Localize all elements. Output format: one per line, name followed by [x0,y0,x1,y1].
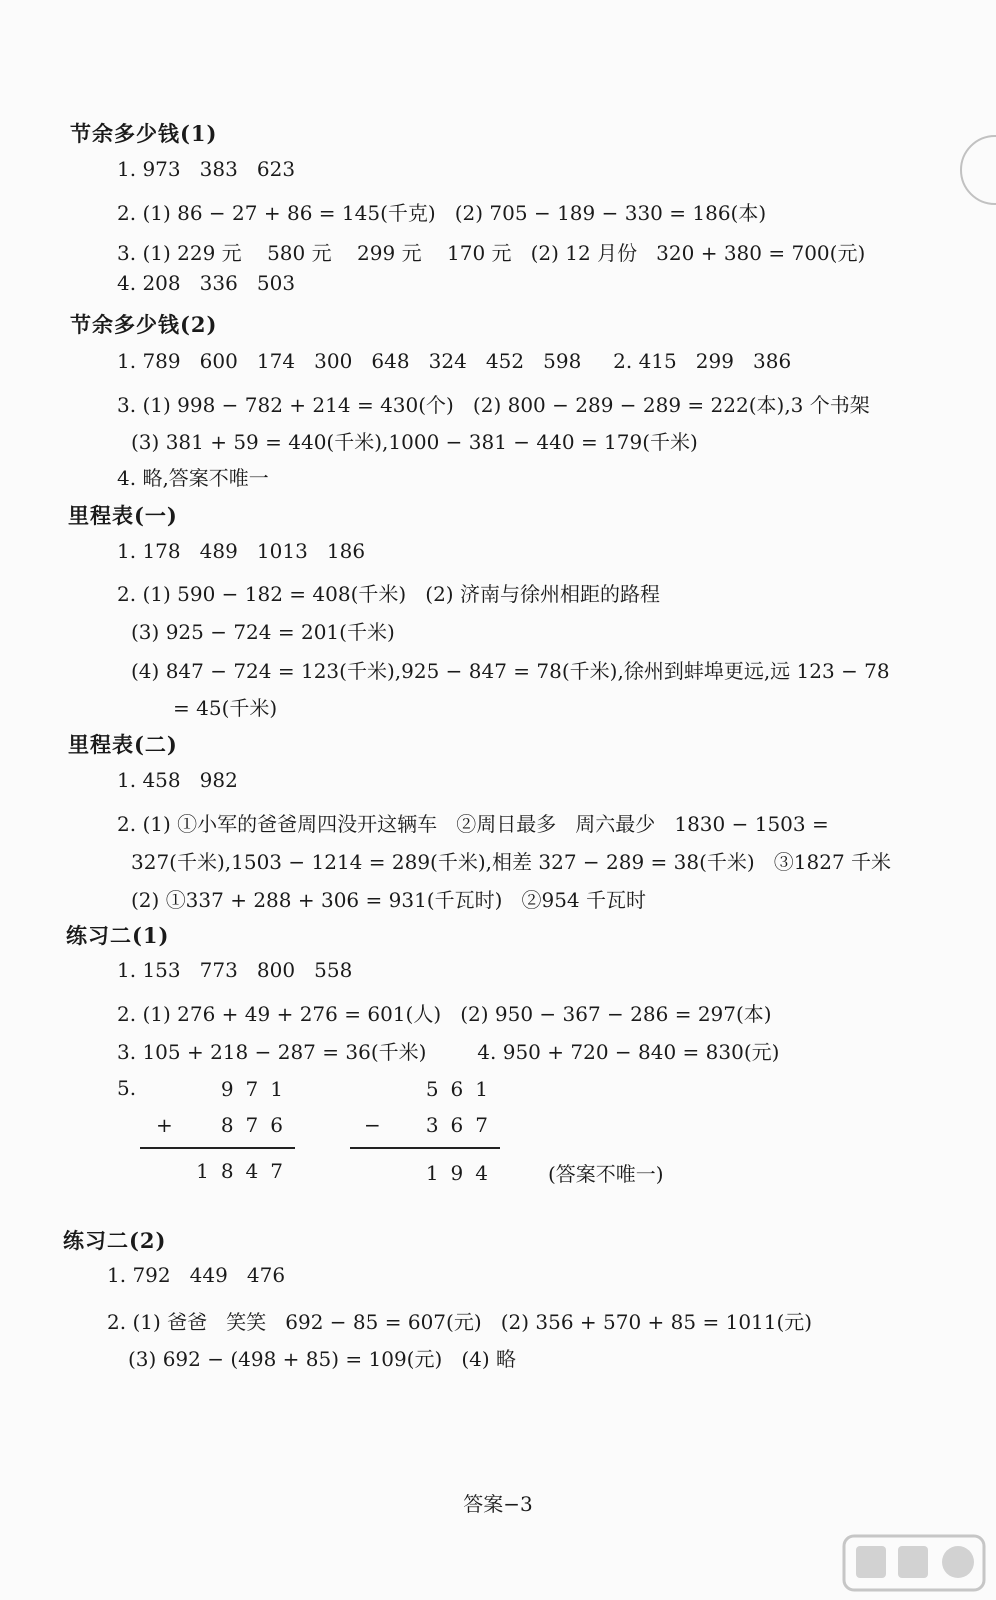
seal-stamp [960,135,996,205]
answer-line: 1. 178 489 1013 186 [117,539,366,563]
section-title: 练习二(1) [66,923,170,948]
answer-line: = 45(千米) [173,696,278,720]
answer-line: 2. (1) 590 − 182 = 408(千米) (2) 济南与徐州相距的路程 [117,582,660,606]
section-title: 节余多少钱(1) [70,121,218,146]
plus-sign: + [156,1113,173,1137]
vertical-subtraction [350,1075,500,1185]
answer-line: 2. (1) ①小军的爸爸周四没开这辆车 ②周日最多 周六最少 1830 − 1503 = [117,812,829,836]
answer-line: 1. 789 600 174 300 648 324 452 598 2. 415 299 386 [117,349,792,373]
subtrahend: 367 [425,1113,500,1137]
answer-line: (2) ①337 + 288 + 306 = 931(千瓦时) ②954 千瓦时 [131,888,647,912]
answer-line: 327(千米),1503 − 1214 = 289(千米),相差 327 − 289 = 38(千米) ③1827 千米 [131,850,892,874]
note: (答案不唯一) [548,1162,664,1186]
answer-line: 3. (1) 998 − 782 + 214 = 430(个) (2) 800 − 289 − 289 = 222(本),3 个书架 [117,393,870,417]
section-title: 里程表(二) [68,732,178,757]
sum-result: 1847 [196,1159,295,1183]
answer-line: 2. (1) 爸爸 笑笑 692 − 85 = 607(元) (2) 356 + 570 + 85 = 1011(元) [107,1310,813,1334]
minus-sign: − [364,1113,381,1137]
answer-line: 2. (1) 276 + 49 + 276 = 601(人) (2) 950 − 367 − 286 = 297(本) [117,1002,772,1026]
answer-line: 1. 792 449 476 [107,1263,286,1287]
minuend: 561 [425,1077,500,1101]
vertical-addition [140,1075,295,1185]
answer-line: (4) 847 − 724 = 123(千米),925 − 847 = 78(千米),徐州到蚌埠更远,远 123 − 78 [131,659,890,683]
section-title: 练习二(2) [63,1228,167,1253]
answer-line: 3. (1) 229 元 580 元 299 元 170 元 (2) 12 月份 320 + 380 = 700(元) [117,241,866,265]
answer-line: 2. (1) 86 − 27 + 86 = 145(千克) (2) 705 − 189 − 330 = 186(本) [117,201,767,225]
answer-line: 5. [117,1076,137,1100]
difference-result: 194 [425,1161,500,1185]
answer-line: 1. 153 773 800 558 [117,958,353,982]
addend-bottom: 876 [220,1113,295,1137]
addend-top: 971 [220,1077,295,1101]
answer-line: (3) 381 + 59 = 440(千米),1000 − 381 − 440 = 179(千米) [131,430,698,454]
answer-line: (3) 925 − 724 = 201(千米) [131,620,395,644]
page-number: 答案−3 [463,1492,533,1516]
section-title: 里程表(一) [68,503,178,528]
difference-line [350,1147,500,1149]
answer-line: 4. 略,答案不唯一 [117,466,269,490]
answer-line: 1. 458 982 [117,768,238,792]
watermark-logo [840,1530,990,1596]
answer-line: 3. 105 + 218 − 287 = 36(千米) 4. 950 + 720 − 840 = 830(元) [117,1040,780,1064]
answer-line: (3) 692 − (498 + 85) = 109(元) (4) 略 [128,1347,517,1371]
answer-line: 4. 208 336 503 [117,271,296,295]
sum-line [140,1147,295,1149]
answer-line: 1. 973 383 623 [117,157,296,181]
section-title: 节余多少钱(2) [70,312,218,337]
